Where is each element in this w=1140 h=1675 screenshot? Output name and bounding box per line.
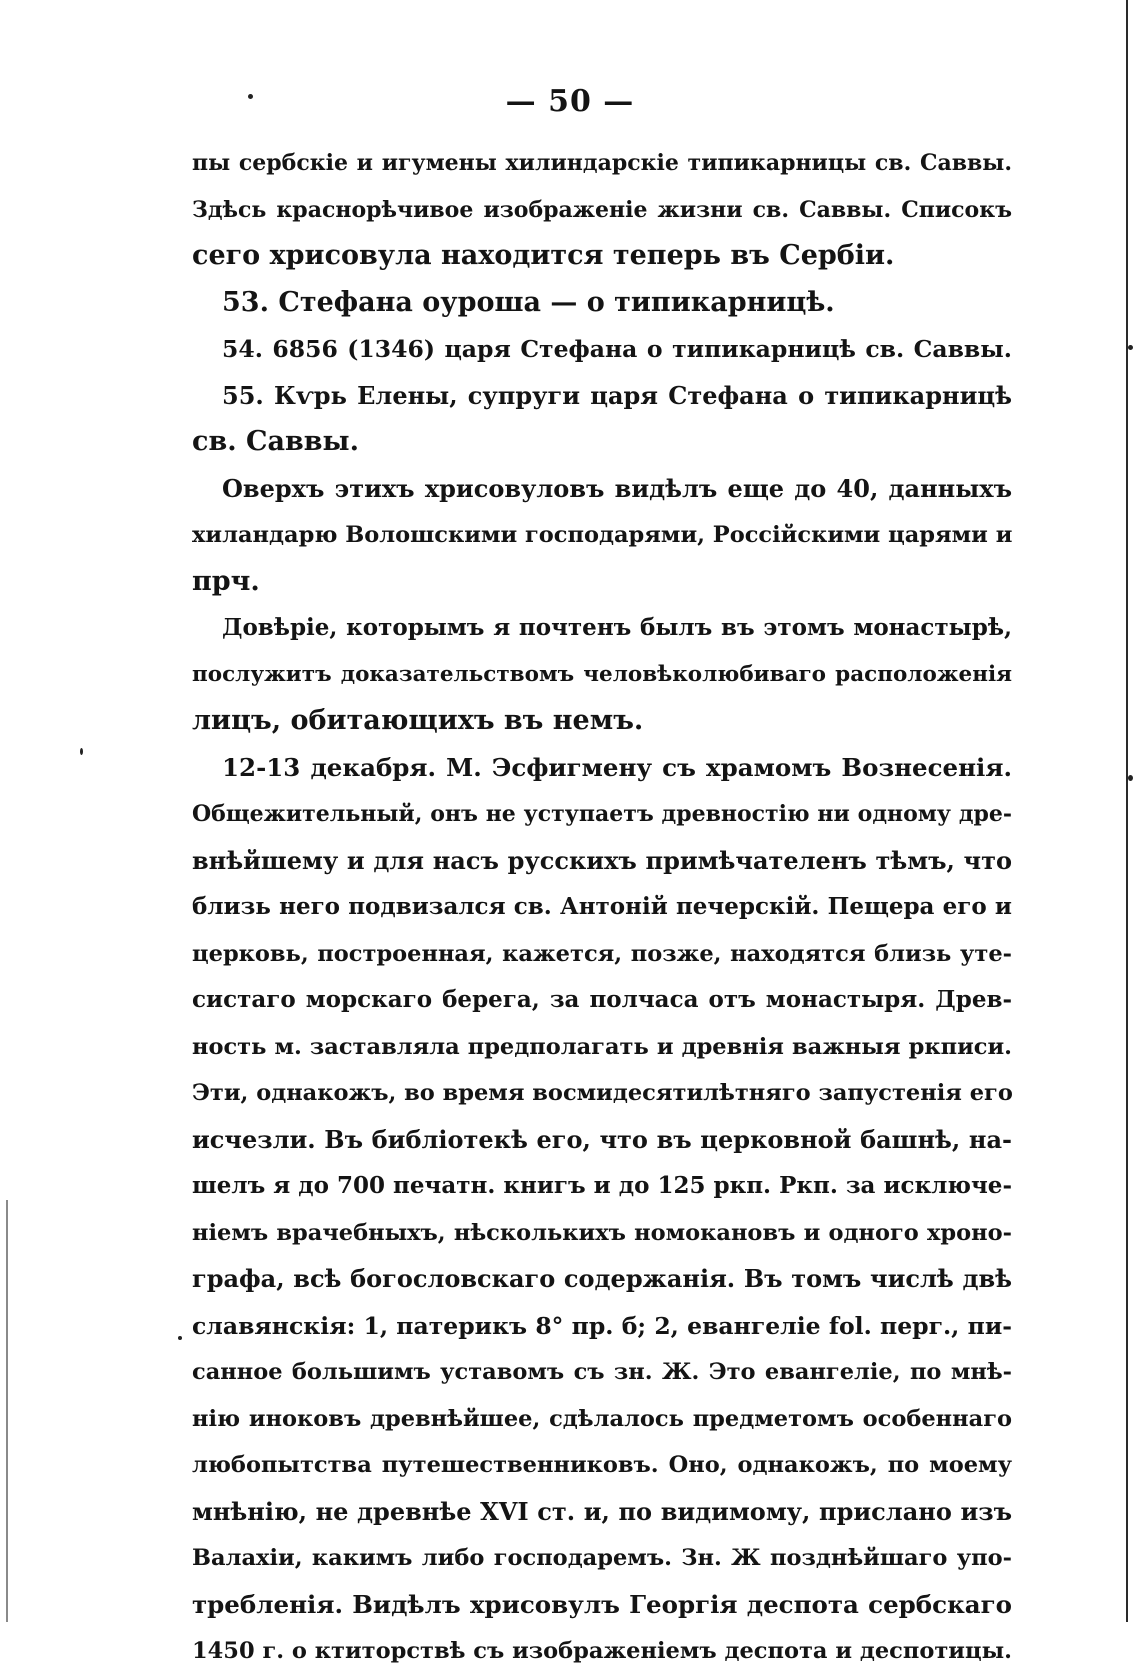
text-line: требленія. Видѣлъ хрисовулъ Георгія деспота сербскаго [192,1589,1012,1619]
text-line: Эти, однакожъ, во время восмидесятилѣтняго запустенія его [192,1080,1013,1106]
scan-speck [80,748,83,755]
text-line: Валахіи, какимъ либо господаремъ. Зн. Ж позднѣйшаго упо- [192,1545,1012,1571]
text-line: внѣйшему и для насъ русскихъ примѣчателенъ тѣмъ, что [192,845,1012,875]
text-line: церковь, построенная, кажется, позже, находятся близь уте- [192,940,1012,967]
text-line: прч. [192,565,260,597]
text-line: 1450 г. о ктиторствѣ съ изображеніемъ деспота и деспотицы. [192,1638,1012,1664]
text-line: нію иноковъ древнѣйшее, сдѣлалось предметомъ особеннаго [192,1405,1012,1432]
text-line: Общежительный, онъ не уступаетъ древностію ни одному дре- [192,801,1012,827]
scan-speck [248,94,253,99]
scan-speck [178,1336,182,1340]
text-line: ность м. заставляла предполагать и древнія важныя ркписи. [192,1033,1012,1060]
text-line: мнѣнію, не древнѣе XVI ст. и, по видимому, прислано изъ [192,1496,1012,1526]
list-item: 55. Кѵрь Елены, супруги царя Стефана о типикарницѣ [222,380,1012,410]
body-text [192,140,1012,1675]
text-line: графа, всѣ богословскаго содержанія. Въ томъ числѣ двѣ [192,1264,1012,1293]
scan-edge-right [1126,0,1128,1622]
text-line: хиландарю Волошскими господарями, Россійскими царями и [192,522,1013,548]
list-item: 54. 6856 (1346) царя Стефана о типикарницѣ св. Саввы. [222,335,1012,363]
scan-edge-left [6,1200,8,1622]
paragraph-start: Оверхъ этихъ хрисовуловъ видѣлъ еще до 40, данныхъ [222,473,1012,503]
text-line: славянскія: 1, патерикъ 8° пр. б; 2, евангеліе fol. перг., пи- [192,1311,1012,1340]
text-line: систаго морскаго берега, за полчаса отъ монастыря. Древ- [192,986,1012,1013]
text-line: послужитъ доказательствомъ человѣколюбиваго расположенія [192,661,1012,687]
text-line: Здѣсь краснорѣчивое изображеніе жизни св. Саввы. Списокъ [192,196,1012,223]
text-line: близь него подвизался св. Антоній печерскій. Пещера его и [192,893,1012,920]
text-line: шелъ я до 700 печатн. книгъ и до 125 ркп. Ркп. за исключе- [192,1172,1012,1199]
scan-speck [1128,345,1133,350]
text-line: ніемъ врачебныхъ, нѣсколькихъ номокановъ и одного хроно- [192,1219,1012,1246]
text-line: любопытства путешественниковъ. Оно, однакожъ, по моему [192,1452,1012,1478]
paragraph-start: 12-13 декабря. М. Эсфигмену съ храмомъ Вознесенія. [222,752,1012,782]
text-line: исчезли. Въ библіотекѣ его, что въ церковной башнѣ, на- [192,1124,1012,1154]
scan-speck [1128,775,1133,781]
text-line: санное большимъ уставомъ съ зн. Ж. Это евангеліе, по мнѣ- [192,1359,1012,1385]
list-item: 53. Стефана оуроша — о типикарницѣ. [222,286,835,318]
text-line: лицъ, обитающихъ въ немъ. [192,705,644,736]
paragraph-start: Довѣріе, которымъ я почтенъ былъ въ этомъ монастырѣ, [222,614,1012,641]
page-number: — 50 — [505,84,635,119]
text-line: пы сербскіе и игумены хилиндарскіе типикарницы св. Саввы. [192,150,1012,176]
text-line: сего хрисовула находится теперь въ Сербіи. [192,240,895,271]
text-line: св. Саввы. [192,426,359,457]
